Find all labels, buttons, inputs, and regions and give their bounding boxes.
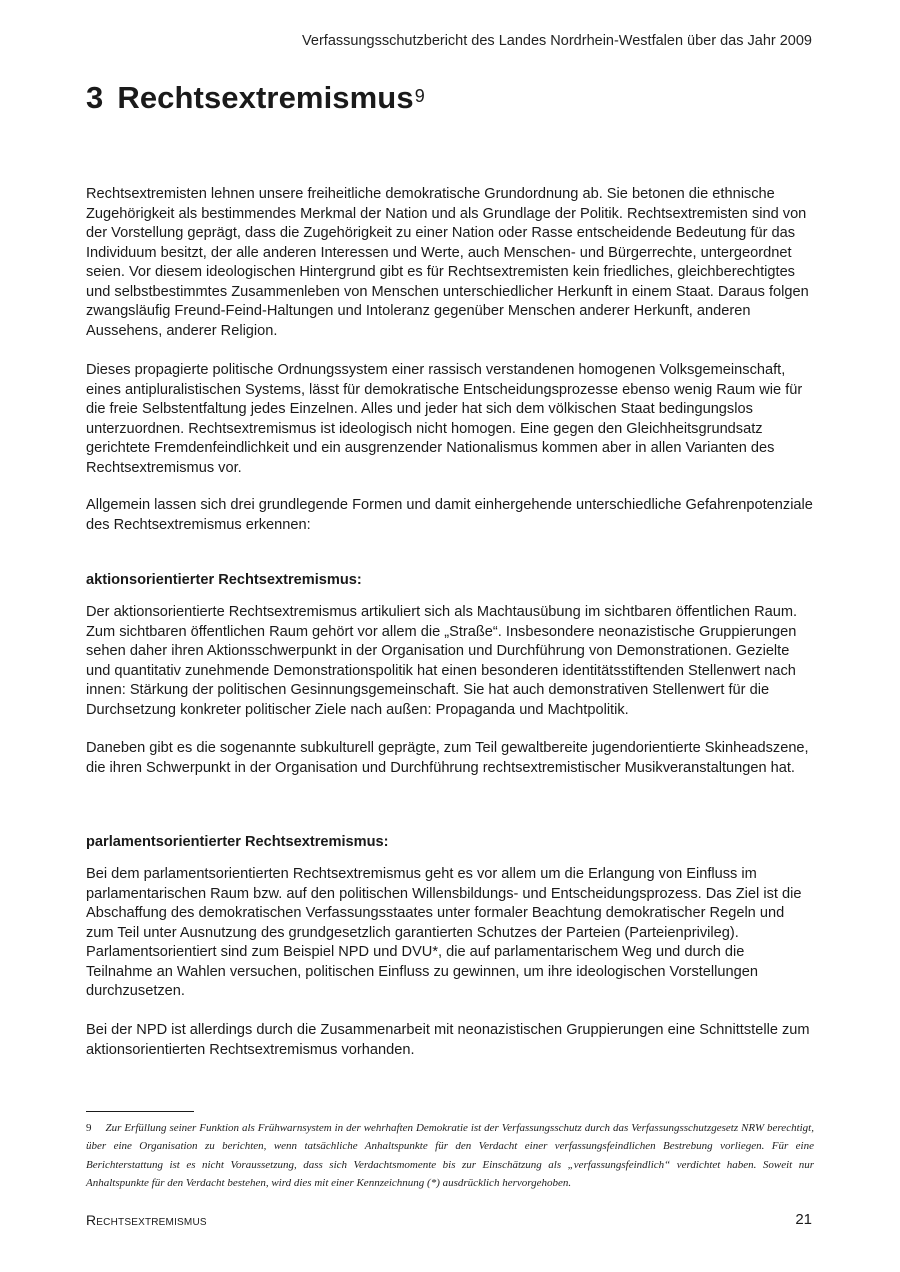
footnote-text: Zur Erfüllung seiner Funktion als Frühwarnsystem in der wehrhaften Demokratie ist der Verfassungsschutz durch das Verfassungsschutzgesetz NRW berechtigt, über eine Organisation zu berichten, wenn tatsächliche Anhaltspunkte für den Verdacht einer verfassungsfeindlichen Bestrebung vorliegen. Für eine Berichterstattung ist es nicht Voraussetzung, dass sich Verdachtsmomente bis zur Einschätzung als „verfassungsfeindlich“ verdichtet haben. Soweit nur Anhaltspunkte für den Verdacht bestehen, wird dies mit einer Kennzeichnung (*) ausdrücklich hervorgehoben. (86, 1122, 814, 1190)
running-header: Verfassungsschutzbericht des Landes Nordrhein-Westfalen über das Jahr 2009 (302, 33, 812, 49)
chapter-title (86, 80, 425, 116)
paragraph-npd-schnittstelle: Bei der NPD ist allerdings durch die Zusammenarbeit mit neonazistischen Gruppierungen eine Schnittstelle zum aktionsorientierten Rechtsextremismus vorhanden. (86, 1022, 810, 1058)
subheading-aktionsorientiert: aktionsorientierter Rechtsextremismus: (86, 572, 362, 588)
page-number: 21 (795, 1211, 812, 1228)
footnote (86, 1119, 814, 1193)
footnote-divider (86, 1111, 194, 1112)
subheading-parlamentsorientiert: parlamentsorientierter Rechtsextremismus: (86, 834, 389, 850)
paragraph-intro: Rechtsextremisten lehnen unsere freiheitliche demokratische Grundordnung ab. Sie betonen die ethnische Zugehörigkeit als bestimmendes Merkmal der Nation und als Grundlage der Politik. Rechtsextremisten sind von der Vorstellung geprägt, dass die Zugehörigkeit zu einer Nation oder Rasse entscheidende Bedeutung für das Individuum besitzt, der alle anderen Interessen und Werte, auch Menschen- und Bürgerrechte, untergeordnet seien. Vor diesem ideologischen Hintergrund gibt es für Rechtsextremisten kein friedliches, gleichberechtigtes und selbstbestimmtes Zusammenleben von Menschen unterschiedlicher Herkunft in einem Staat. Daraus folgen zwangsläufig Freund-Feind-Haltungen und Intoleranz gegenüber Menschen anderer Herkunft, anderen Aussehens, anderer Religion. (86, 186, 809, 339)
paragraph-aktionsorientiert: Der aktionsorientierte Rechtsextremismus artikuliert sich als Machtausübung im sichtbaren öffentlichen Raum. Zum sichtbaren öffentlichen Raum gehört vor allem die „Straße“. Insbesondere neonazistische Gruppierungen sehen daher ihren Aktionsschwerpunkt in der Organisation und Durchführung von Demonstrationen. Gezielte und quantitativ zunehmende Demonstrationspolitik hat einen besonderen identitätsstiftenden Stellenwert nach innen: Stärkung der politischen Gesinnungsgemeinschaft. Sie hat auch demonstrativen Stellenwert für die Durchsetzung konkreter politischer Ziele nach außen: Propaganda und Machtpolitik. (86, 604, 798, 718)
chapter-title-text: Rechtsextremismus (117, 80, 414, 115)
paragraph-formen: Allgemein lassen sich drei grundlegende Formen und damit einhergehende unterschiedliche Gefahrenpotenziale des Rechtsextremismus erkennen: (86, 497, 813, 533)
footnote-number: 9 (86, 1122, 92, 1134)
chapter-number: 3 (86, 80, 104, 115)
paragraph-skinheadszene: Daneben gibt es die sogenannte subkulturell geprägte, zum Teil gewaltbereite jugendorientierte Skinheadszene, die ihren Schwerpunkt in der Organisation und Durchführung rechtsextremistischer Musikveranstaltungen hat. (86, 740, 809, 776)
paragraph-ordnungssystem: Dieses propagierte politische Ordnungssystem einer rassisch verstandenen homogenen Volksgemeinschaft, eines antipluralistischen Systems, lässt für demokratische Entscheidungsprozesse ebenso wenig Raum wie für die freie Selbstentfaltung jedes Einzelnen. Alles und jeder hat sich dem völkischen Staat bedingungslos unterzuordnen. Rechtsextremismus ist ideologisch nicht homogen. Eine gegen den Gleichheitsgrundsatz gerichtete Fremdenfeindlichkeit und ein ausgrenzender Nationalismus kommen aber in allen Varianten des Rechtsextremismus vor. (86, 362, 803, 476)
footnote-reference[interactable]: 9 (414, 86, 425, 106)
footer-section-label: Rechtsextremismus (86, 1212, 207, 1228)
paragraph-parlamentsorientiert: Bei dem parlamentsorientierten Rechtsextremismus geht es vor allem um die Erlangung von Einfluss im parlamentarischen Raum bzw. auf den politischen Willensbildungs- und Entscheidungsprozess. Das Ziel ist die Abschaffung des demokratischen Verfassungsstaates unter formaler Beachtung demokratischer Regeln und zum Teil unter Ausnutzung des grundgesetzlich garantierten Schutzes der Parteien (Parteienprivileg). Parlamentsorientiert sind zum Beispiel NPD und DVU*, die auf parlamentarischem Weg und durch die Teilnahme an Wahlen versuchen, politischen Einfluss zu gewinnen, um ihre ideologischen Vorstellungen durchzusetzen. (86, 866, 802, 999)
